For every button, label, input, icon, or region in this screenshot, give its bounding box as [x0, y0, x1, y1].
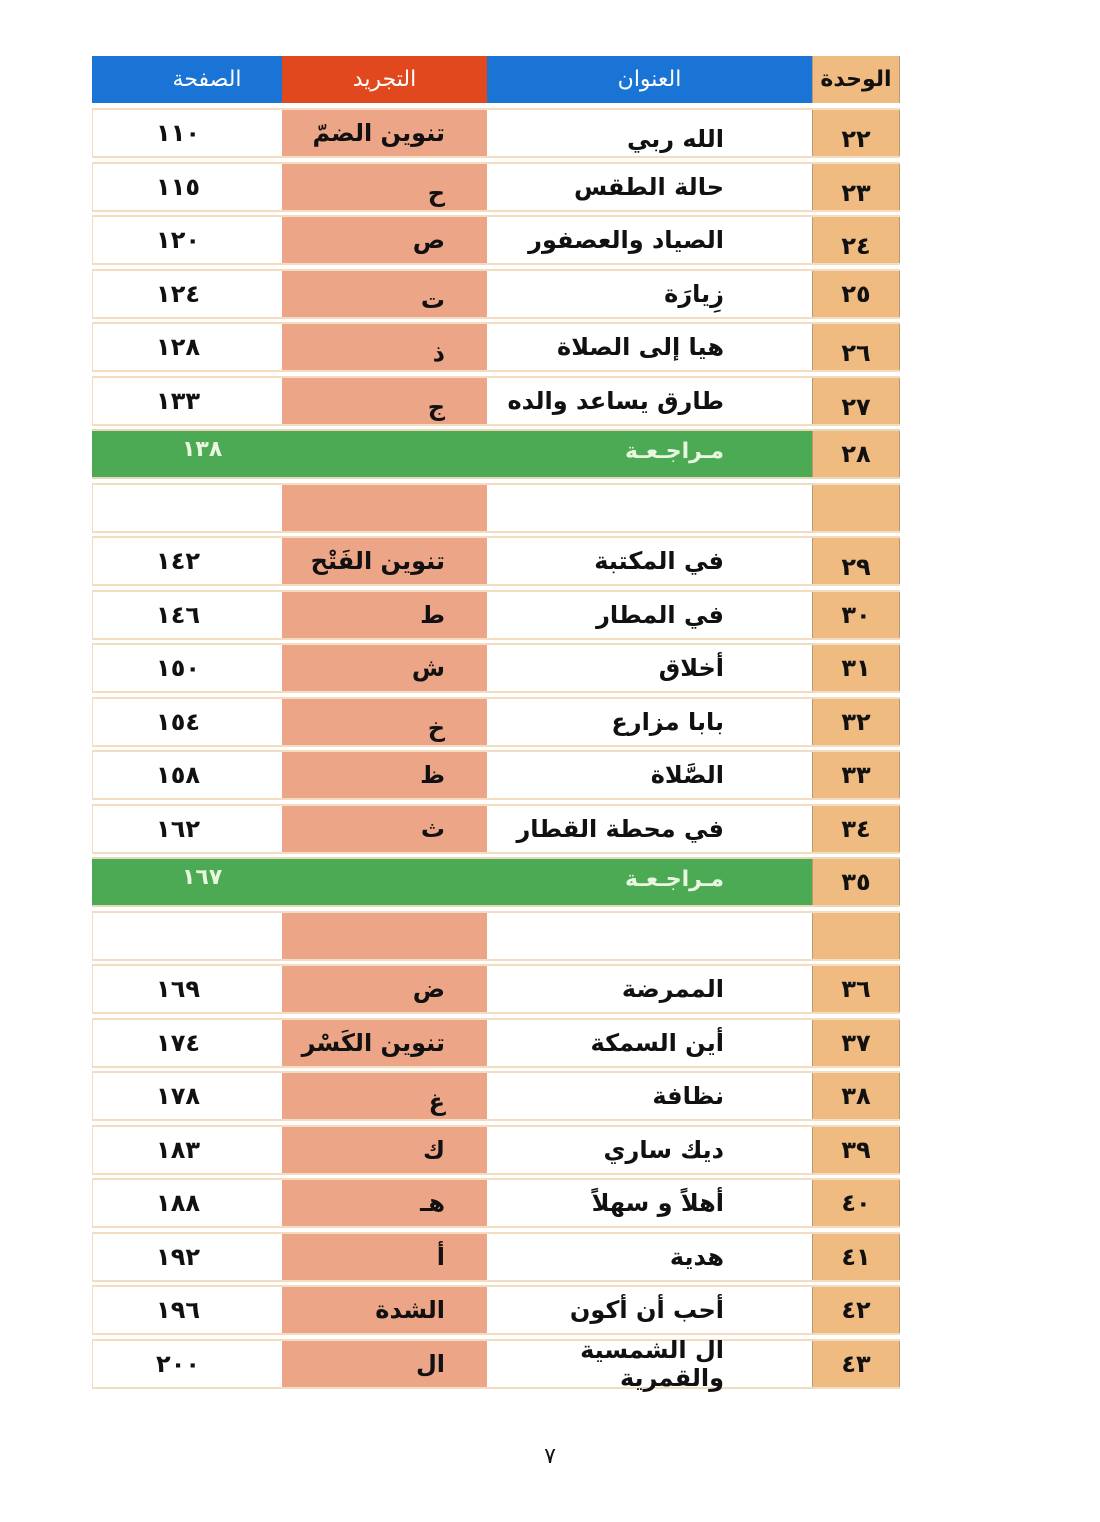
table-row	[92, 1018, 900, 1068]
page-ref	[92, 485, 282, 531]
abstraction-letter: ح	[282, 164, 487, 210]
lesson-title: أخلاق	[487, 645, 812, 691]
abstraction-letter: أ	[282, 1234, 487, 1280]
page-ref: ١٨٨	[92, 1180, 282, 1226]
unit-number: ٢٧	[812, 378, 900, 424]
unit-number: ٣٤	[812, 806, 900, 852]
page-ref: ٢٠٠	[92, 1341, 282, 1387]
table-header	[92, 56, 900, 103]
page-ref: ١١٥	[92, 164, 282, 210]
page-ref: ١٨٣	[92, 1127, 282, 1173]
table-row	[92, 322, 900, 372]
page-ref: ١٤٢	[92, 538, 282, 584]
unit-number: ٣١	[812, 645, 900, 691]
abstraction-letter	[282, 485, 487, 531]
unit-number: ٣٣	[812, 752, 900, 798]
unit-number: ٢٩	[812, 538, 900, 584]
table-row	[92, 697, 900, 747]
unit-number: ٣٦	[812, 966, 900, 1012]
abstraction-letter: تنوين الفَتْح	[282, 538, 487, 584]
table-row	[92, 1335, 900, 1392]
empty-row	[92, 911, 900, 961]
lesson-title: نظافة	[487, 1073, 812, 1119]
unit-number	[812, 485, 900, 531]
unit-number: ٣٨	[812, 1073, 900, 1119]
review-label: مـراجـعـة	[624, 867, 724, 892]
review-band	[92, 431, 812, 477]
abstraction-letter: ض	[282, 966, 487, 1012]
header-page: الصفحة	[92, 56, 282, 103]
page-ref: ١٦٧	[182, 865, 223, 890]
abstraction-letter: ظ	[282, 752, 487, 798]
abstraction-letter: خ	[282, 699, 487, 745]
page-ref: ١٢٤	[92, 271, 282, 317]
unit-number: ٤٣	[812, 1341, 900, 1387]
unit-number: ٤٢	[812, 1287, 900, 1333]
abstraction-letter: تنوين الضمّ	[282, 110, 487, 156]
unit-number: ٣٥	[812, 859, 900, 905]
table-row	[92, 1232, 900, 1282]
unit-number: ٢٦	[812, 324, 900, 370]
lesson-title: أحب أن أكون	[487, 1287, 812, 1333]
review-label: مـراجـعـة	[624, 439, 724, 464]
table-row	[92, 162, 900, 212]
table-row	[92, 108, 900, 158]
review-row	[92, 429, 900, 479]
table-row	[92, 643, 900, 693]
abstraction-letter: ك	[282, 1127, 487, 1173]
lesson-title: بابا مزارع	[487, 699, 812, 745]
lesson-title: الممرضة	[487, 966, 812, 1012]
lesson-title: في المطار	[487, 592, 812, 638]
page-ref: ١٥٠	[92, 645, 282, 691]
unit-number: ٤١	[812, 1234, 900, 1280]
table-row	[92, 1178, 900, 1228]
abstraction-letter: ث	[282, 806, 487, 852]
page-ref: ١٦٩	[92, 966, 282, 1012]
abstraction-letter: تنوين الكَسْر	[282, 1020, 487, 1066]
unit-number: ٢٥	[812, 271, 900, 317]
table-row	[92, 1285, 900, 1335]
review-band	[92, 859, 812, 905]
page-ref: ١٩٢	[92, 1234, 282, 1280]
page-ref: ١٥٨	[92, 752, 282, 798]
lesson-title: الصَّلاة	[487, 752, 812, 798]
unit-number: ٤٠	[812, 1180, 900, 1226]
abstraction-letter: ذ	[282, 324, 487, 370]
unit-number: ٣٩	[812, 1127, 900, 1173]
empty-row	[92, 483, 900, 533]
table-row	[92, 750, 900, 800]
page-ref: ١٢٨	[92, 324, 282, 370]
page-ref: ١٥٤	[92, 699, 282, 745]
table-row	[92, 1125, 900, 1175]
unit-number: ٢٤	[812, 217, 900, 263]
lesson-title: أين السمكة	[487, 1020, 812, 1066]
lesson-title: ال الشمسية والقمرية	[487, 1341, 812, 1387]
lesson-title: طارق يساعد والده	[487, 378, 812, 424]
lesson-title: ديك ساري	[487, 1127, 812, 1173]
page-ref: ١٧٨	[92, 1073, 282, 1119]
table-row	[92, 590, 900, 640]
abstraction-letter	[282, 913, 487, 959]
table-of-contents	[92, 56, 900, 1392]
table-row	[92, 536, 900, 586]
page-ref: ١٧٤	[92, 1020, 282, 1066]
lesson-title: الله ربي	[487, 110, 812, 156]
unit-number: ٢٢	[812, 110, 900, 156]
abstraction-letter: ال	[282, 1341, 487, 1387]
table-row	[92, 376, 900, 426]
table-row	[92, 269, 900, 319]
page-number: ٧	[544, 1444, 556, 1469]
lesson-title: هيا إلى الصلاة	[487, 324, 812, 370]
unit-number: ٢٨	[812, 431, 900, 477]
page-ref: ١٦٢	[92, 806, 282, 852]
table-row	[92, 1071, 900, 1121]
abstraction-letter: ط	[282, 592, 487, 638]
abstraction-letter: ش	[282, 645, 487, 691]
unit-number: ٣٧	[812, 1020, 900, 1066]
unit-number: ٣٢	[812, 699, 900, 745]
lesson-title: الصياد والعصفور	[487, 217, 812, 263]
table-row	[92, 804, 900, 854]
abstraction-letter: ص	[282, 217, 487, 263]
lesson-title: هدية	[487, 1234, 812, 1280]
unit-number: ٣٠	[812, 592, 900, 638]
page-ref: ١٤٦	[92, 592, 282, 638]
lesson-title: زِيارَة	[487, 271, 812, 317]
abstraction-letter: غ	[282, 1073, 487, 1119]
table-row	[92, 215, 900, 265]
review-row	[92, 857, 900, 907]
lesson-title: في المكتبة	[487, 538, 812, 584]
page-ref	[92, 913, 282, 959]
abstraction-letter: ج	[282, 378, 487, 424]
page-ref: ١٢٠	[92, 217, 282, 263]
unit-number: ٢٣	[812, 164, 900, 210]
unit-number	[812, 913, 900, 959]
header-abstraction: التجريد	[282, 56, 487, 103]
header-title: العنوان	[487, 56, 812, 103]
page-ref: ١٩٦	[92, 1287, 282, 1333]
abstraction-letter: هـ	[282, 1180, 487, 1226]
lesson-title: أهلاً و سهلاً	[487, 1180, 812, 1226]
lesson-title: في محطة القطار	[487, 806, 812, 852]
lesson-title: حالة الطقس	[487, 164, 812, 210]
table-row	[92, 964, 900, 1014]
page-ref: ١٣٨	[182, 437, 223, 462]
page-ref: ١١٠	[92, 110, 282, 156]
page-ref: ١٣٣	[92, 378, 282, 424]
header-unit: الوحدة	[812, 56, 900, 103]
abstraction-letter: الشدة	[282, 1287, 487, 1333]
lesson-title	[487, 485, 812, 531]
lesson-title	[487, 913, 812, 959]
abstraction-letter: ت	[282, 271, 487, 317]
